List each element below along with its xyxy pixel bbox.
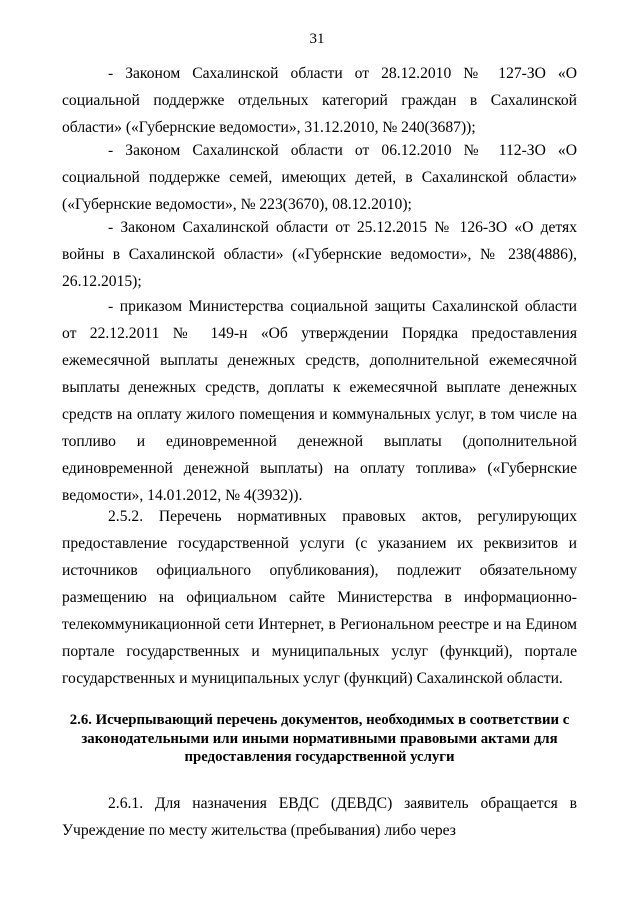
section-heading-2-6: 2.6. Исчерпывающий перечень документов, необходимых в соответствии с законодательными или иными нормативными правовыми актами для предоставления государственной услуги: [69, 712, 570, 765]
paragraph-law-127-zo: - Законом Сахалинской области от 28.12.2010 № 127-ЗО «О социальной поддержке отдельных категорий граждан в Сахалинской области» («Губернские ведомости», 31.12.2010, № 240(3687));: [62, 65, 577, 136]
paragraph-order-149-n: - приказом Министерства социальной защиты Сахалинской области от 22.12.2011 № 149-н «Об утверждении Порядка предоставления ежемесячной выплаты денежных средств, дополнительной ежемесячной выплаты денежных средств, доплаты к ежемесячной выплате денежных средств на оплату жилого помещения и коммунальных услуг, в том числе на топливо и единовременной денежной выплаты (дополнительной единовременной денежной выплаты) на оплату топлива» («Губернские ведомости», 14.01.2012, № 4(3932)).: [62, 298, 577, 504]
paragraph-law-112-zo: - Законом Сахалинской области от 06.12.2010 № 112-ЗО «О социальной поддержке семей, имеющих детей, в Сахалинской области» («Губернские ведомости», № 223(3670), 08.12.2010);: [62, 142, 577, 213]
page-number: 31: [309, 31, 325, 47]
paragraph-law-126-zo: - Законом Сахалинской области от 25.12.2015 № 126-ЗО «О детях войны в Сахалинской области» («Губернские ведомости», № 238(4886), 26.12.2015);: [62, 219, 577, 290]
paragraph-2-6-1: 2.6.1. Для назначения ЕВДС (ДЕВДС) заявитель обращается в Учреждение по месту жительства (пребывания) либо через: [62, 795, 577, 839]
paragraph-2-5-2: 2.5.2. Перечень нормативных правовых актов, регулирующих предоставление государственной услуги (с указанием их реквизитов и источников официального опубликования), подлежит обязательному размещению на официальном сайте Министерства в информационно-телекоммуникационной сети Интернет, в Региональном реестре и на Едином портале государственных и муниципальных услуг (функций), портале государственных и муниципальных услуг (функций) Сахалинской области.: [62, 508, 577, 687]
